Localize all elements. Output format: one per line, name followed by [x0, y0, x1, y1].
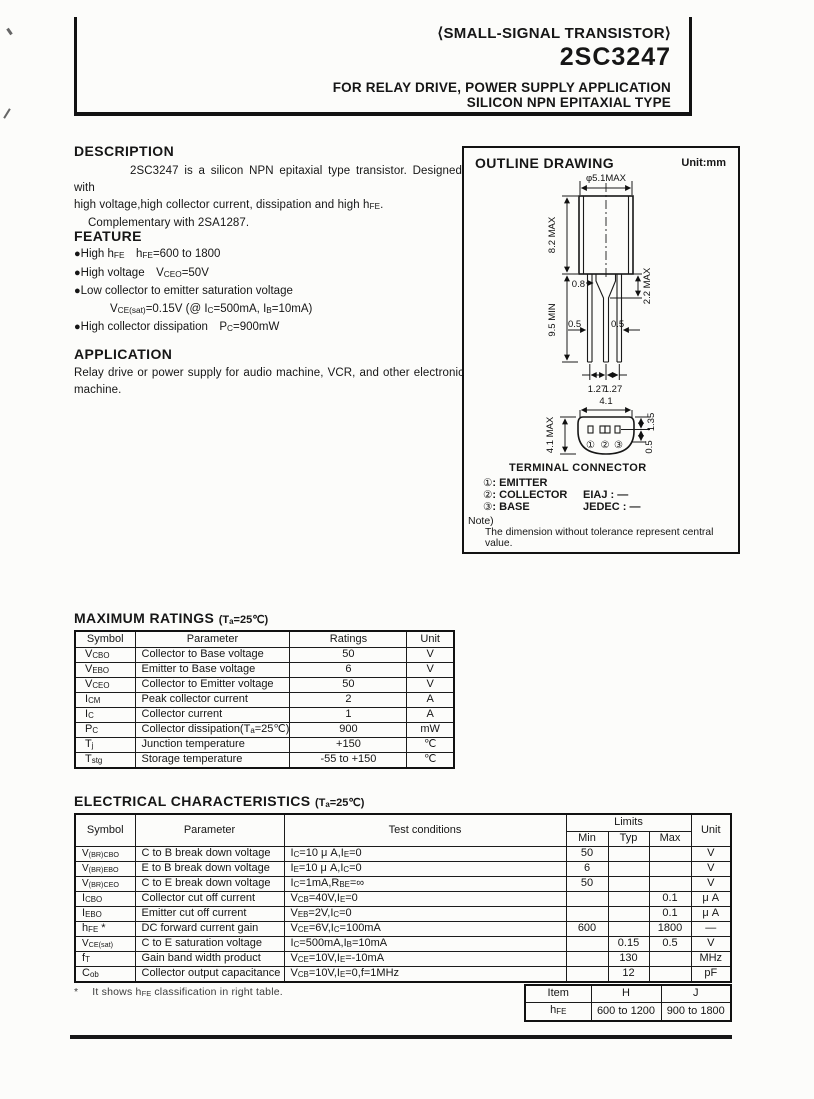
- dim-phi: φ5.1MAX: [586, 173, 626, 184]
- unit-cell: —: [691, 921, 731, 936]
- symbol-cell: VEBO: [75, 662, 135, 677]
- terminal-list: [483, 477, 567, 514]
- application-title: APPLICATION: [74, 346, 173, 362]
- table-row: [75, 662, 454, 677]
- note-text: The dimension without tolerance represent central value.: [485, 527, 714, 549]
- symbol-cell: VCBO: [75, 647, 135, 662]
- scan-speck: [6, 28, 12, 35]
- rating-cell: 900: [290, 722, 407, 737]
- terminal-label: : BASE: [492, 501, 530, 514]
- package-drawing: [464, 170, 742, 462]
- max-cell: [649, 846, 691, 861]
- feature-item-text: High collector dissipation PC=900mW: [80, 321, 280, 333]
- table-row: [75, 737, 454, 752]
- table-row: [75, 692, 454, 707]
- outline-drawing-box: [462, 146, 740, 554]
- part-number: 2SC3247: [559, 43, 671, 71]
- header-subtitle-1: FOR RELAY DRIVE, POWER SUPPLY APPLICATION: [332, 80, 671, 95]
- symbol-cell: Cob: [75, 966, 135, 982]
- max-cell: [649, 966, 691, 982]
- description-section: [74, 143, 462, 232]
- unit-cell: A: [407, 692, 454, 707]
- min-cell: 6: [566, 861, 608, 876]
- max-cell: [649, 861, 691, 876]
- symbol-cell: fT: [75, 951, 135, 966]
- unit-cell: V: [407, 677, 454, 692]
- unit-cell: ℃: [407, 737, 454, 752]
- header-subtitle-2: SILICON NPN EPITAXIAL TYPE: [466, 95, 671, 110]
- pin-2-mark: ②: [600, 440, 610, 451]
- application-line: machine.: [74, 384, 122, 396]
- unit-cell: V: [691, 936, 731, 951]
- feature-item-text: High voltage VCEO=50V: [80, 266, 209, 279]
- test-conditions-cell: IC=10 μ A,IE=0: [284, 846, 566, 861]
- table-row: [75, 677, 454, 692]
- max-cell: 0.5: [649, 936, 691, 951]
- column-header: Max: [649, 831, 691, 846]
- column-header: J: [661, 985, 731, 1002]
- typ-cell: 130: [608, 951, 649, 966]
- max-cell: 0.1: [649, 906, 691, 921]
- min-cell: 50: [566, 876, 608, 891]
- description-line: 2SC3247 is a silicon NPN epitaxial type transistor. Designed with: [74, 165, 462, 194]
- description-title: DESCRIPTION: [74, 143, 175, 159]
- unit-cell: μ A: [691, 906, 731, 921]
- symbol-cell: Tj: [75, 737, 135, 752]
- electrical-table: [74, 813, 732, 983]
- terminal-label: : EMITTER: [492, 477, 548, 489]
- scan-speck: [3, 108, 11, 118]
- column-header: Parameter: [135, 631, 290, 647]
- table-row: [75, 861, 731, 876]
- header-box: [74, 17, 692, 116]
- symbol-cell: ICBO: [75, 891, 135, 906]
- typ-cell: 0.15: [608, 936, 649, 951]
- rating-cell: 2: [290, 692, 407, 707]
- column-header: Typ: [608, 831, 649, 846]
- dim-lead-length: 9.5 MIN: [547, 303, 558, 337]
- bullet-icon: ●: [74, 321, 81, 333]
- table-row: [525, 1002, 731, 1021]
- max-cell: [649, 876, 691, 891]
- footnote-asterisk: *: [74, 986, 79, 998]
- column-header: Limits: [566, 814, 691, 831]
- dim-pin-offset-2: 0.5: [644, 440, 655, 454]
- parameter-cell: C to E break down voltage: [135, 876, 284, 891]
- electrical-heading: [74, 793, 364, 811]
- dim-flare: 2.2 MAX: [642, 267, 653, 305]
- test-conditions-cell: IC=500mA,IB=10mA: [284, 936, 566, 951]
- dim-pitch-1: 1.27: [587, 384, 607, 395]
- unit-cell: V: [691, 846, 731, 861]
- test-conditions-cell: VCB=10V,IE=0,f=1MHz: [284, 966, 566, 982]
- parameter-cell: Junction temperature: [135, 737, 290, 752]
- table-row: [75, 846, 731, 861]
- pin-1-icon: ①: [483, 477, 493, 489]
- max-cell: 0.1: [649, 891, 691, 906]
- parameter-cell: Storage temperature: [135, 752, 290, 768]
- typ-cell: [608, 891, 649, 906]
- rating-cell: 6: [290, 662, 407, 677]
- table-row: [75, 966, 731, 982]
- unit-cell: A: [407, 707, 454, 722]
- table-row: [75, 647, 454, 662]
- feature-title: FEATURE: [74, 228, 142, 244]
- part-category: ⟨SMALL-SIGNAL TRANSISTOR⟩: [437, 25, 671, 42]
- typ-cell: 12: [608, 966, 649, 982]
- bullet-icon: ●: [74, 266, 81, 279]
- parameter-cell: C to E saturation voltage: [135, 936, 284, 951]
- test-conditions-cell: IC=1mA,RBE=∞: [284, 876, 566, 891]
- rating-cell: 50: [290, 677, 407, 692]
- application-line: Relay drive or power supply for audio machine, VCR, and other electronic: [74, 367, 464, 379]
- table-row: [75, 921, 731, 936]
- max-cell: 1800: [649, 921, 691, 936]
- test-conditions-cell: VCB=40V,IE=0: [284, 891, 566, 906]
- typ-cell: [608, 846, 649, 861]
- terminal-row: [483, 489, 567, 501]
- column-header: Symbol: [75, 631, 135, 647]
- symbol-cell: ICM: [75, 692, 135, 707]
- symbol-cell: VCE(sat): [75, 936, 135, 951]
- jedec-label: JEDEC : —: [583, 501, 641, 513]
- parameter-cell: Emitter to Base voltage: [135, 662, 290, 677]
- electrical-title: ELECTRICAL CHARACTERISTICS: [74, 793, 311, 809]
- typ-cell: [608, 876, 649, 891]
- feature-item: [74, 265, 464, 284]
- unit-cell: pF: [691, 966, 731, 982]
- feature-item: [74, 246, 464, 265]
- symbol-cell: V(BR)EBO: [75, 861, 135, 876]
- max-cell: [649, 951, 691, 966]
- parameter-cell: Collector to Base voltage: [135, 647, 290, 662]
- bullet-icon: ●: [74, 248, 81, 260]
- bullet-icon: ●: [74, 285, 81, 297]
- table-row: [75, 951, 731, 966]
- feature-item: [74, 319, 464, 338]
- table-row: [75, 707, 454, 722]
- outline-unit: Unit:mm: [681, 157, 726, 169]
- test-conditions-cell: VCE=10V,IE=-10mA: [284, 951, 566, 966]
- symbol-cell: Tstg: [75, 752, 135, 768]
- unit-cell: mW: [407, 722, 454, 737]
- table-row: [75, 876, 731, 891]
- symbol-cell: V(BR)CEO: [75, 876, 135, 891]
- unit-cell: V: [691, 861, 731, 876]
- parameter-cell: Collector to Emitter voltage: [135, 677, 290, 692]
- unit-cell: V: [691, 876, 731, 891]
- unit-cell: V: [407, 647, 454, 662]
- eiaj-label: EIAJ : —: [583, 489, 629, 501]
- dim-pin-offset-1: 1.35: [646, 412, 657, 432]
- feature-section: [74, 228, 464, 338]
- hfe-classification-table: [524, 984, 732, 1022]
- test-conditions-cell: VEB=2V,IC=0: [284, 906, 566, 921]
- rating-cell: +150: [290, 737, 407, 752]
- pin-3-mark: ③: [614, 440, 623, 451]
- pin-3-icon: ③: [483, 501, 493, 514]
- typ-cell: [608, 921, 649, 936]
- min-cell: 50: [566, 846, 608, 861]
- table-row: [75, 752, 454, 768]
- hfe-rank-h-cell: 600 to 1200: [591, 1002, 661, 1021]
- unit-cell: MHz: [691, 951, 731, 966]
- dim-body-height: 8.2 MAX: [547, 216, 558, 254]
- parameter-cell: Emitter cut off current: [135, 906, 284, 921]
- parameter-cell: Gain band width product: [135, 951, 284, 966]
- description-line: Complementary with 2SA1287.: [88, 217, 250, 229]
- column-header: Unit: [691, 814, 731, 846]
- hfe-rank-j-cell: 900 to 1800: [661, 1002, 731, 1021]
- min-cell: [566, 891, 608, 906]
- column-header: H: [591, 985, 661, 1002]
- dim-bottom-height: 4.1 MAX: [545, 416, 556, 454]
- symbol-cell: V(BR)CBO: [75, 846, 135, 861]
- rating-cell: 50: [290, 647, 407, 662]
- column-header: Ratings: [290, 631, 407, 647]
- parameter-cell: Collector current: [135, 707, 290, 722]
- min-cell: 600: [566, 921, 608, 936]
- dim-bottom-width: 4.1: [599, 396, 613, 407]
- description-line: high voltage,high collector current, dissipation and high hFE.: [74, 199, 384, 211]
- test-conditions-cell: IE=10 μ A,IC=0: [284, 861, 566, 876]
- column-header: Symbol: [75, 814, 135, 846]
- typ-cell: [608, 861, 649, 876]
- maximum-ratings-heading: [74, 610, 268, 628]
- electrical-condition: (Ta=25℃): [314, 797, 365, 809]
- table-row: [75, 906, 731, 921]
- table-row: [75, 936, 731, 951]
- parameter-cell: E to B break down voltage: [135, 861, 284, 876]
- footnote-text: It shows hFE classification in right table.: [92, 986, 283, 998]
- feature-item-text: VCE(sat)=0.15V (@ IC=500mA, IB=10mA): [110, 302, 313, 315]
- column-header: Parameter: [135, 814, 284, 846]
- unit-cell: μ A: [691, 891, 731, 906]
- dim-lead-thickness-right: 0.5: [611, 319, 625, 330]
- dim-lead-width: 0.8: [571, 279, 585, 290]
- feature-item-text: Low collector to emitter saturation voltage: [80, 285, 293, 297]
- test-conditions-cell: VCE=6V,IC=100mA: [284, 921, 566, 936]
- symbol-cell: hFE *: [75, 921, 135, 936]
- min-cell: [566, 906, 608, 921]
- dim-lead-thickness-left: 0.5: [568, 319, 582, 330]
- table-row: [75, 891, 731, 906]
- feature-item-text: High hFE hFE=600 to 1800: [80, 248, 221, 260]
- min-cell: [566, 966, 608, 982]
- maximum-ratings-title: MAXIMUM RATINGS: [74, 610, 215, 626]
- hfe-footnote: [74, 986, 283, 998]
- symbol-cell: IEBO: [75, 906, 135, 921]
- maximum-ratings-condition: (Ta=25℃): [218, 614, 269, 626]
- terminal-label: : COLLECTOR: [492, 489, 568, 502]
- terminal-row: [483, 501, 567, 513]
- maximum-ratings-table: [74, 630, 455, 769]
- symbol-cell: VCEO: [75, 677, 135, 692]
- unit-cell: ℃: [407, 752, 454, 768]
- parameter-cell: Collector cut off current: [135, 891, 284, 906]
- feature-item: [74, 301, 464, 320]
- min-cell: [566, 951, 608, 966]
- parameter-cell: DC forward current gain: [135, 921, 284, 936]
- feature-item: [74, 283, 464, 301]
- table-row: [75, 722, 454, 737]
- pin-2-icon: ②: [483, 489, 493, 502]
- dim-pitch-2: 1.27: [603, 384, 623, 395]
- typ-cell: [608, 906, 649, 921]
- column-header: Min: [566, 831, 608, 846]
- application-section: [74, 346, 464, 399]
- parameter-cell: Collector dissipation(Ta=25℃): [135, 722, 290, 737]
- hfe-symbol-cell: hFE: [525, 1002, 591, 1021]
- parameter-cell: Collector output capacitance: [135, 966, 284, 982]
- terminal-row: [483, 477, 567, 489]
- column-header: Test conditions: [284, 814, 566, 846]
- column-header: Item: [525, 985, 591, 1002]
- parameter-cell: C to B break down voltage: [135, 846, 284, 861]
- rating-cell: -55 to +150: [290, 752, 407, 768]
- unit-cell: V: [407, 662, 454, 677]
- terminal-connector-title: TERMINAL CONNECTOR: [509, 462, 647, 474]
- note-title: Note): [468, 515, 494, 527]
- page-bottom-rule: [70, 1035, 732, 1039]
- symbol-cell: IC: [75, 707, 135, 722]
- outline-title: OUTLINE DRAWING: [475, 155, 614, 171]
- min-cell: [566, 936, 608, 951]
- pin-1-mark: ①: [586, 440, 595, 451]
- parameter-cell: Peak collector current: [135, 692, 290, 707]
- symbol-cell: PC: [75, 722, 135, 737]
- column-header: Unit: [407, 631, 454, 647]
- rating-cell: 1: [290, 707, 407, 722]
